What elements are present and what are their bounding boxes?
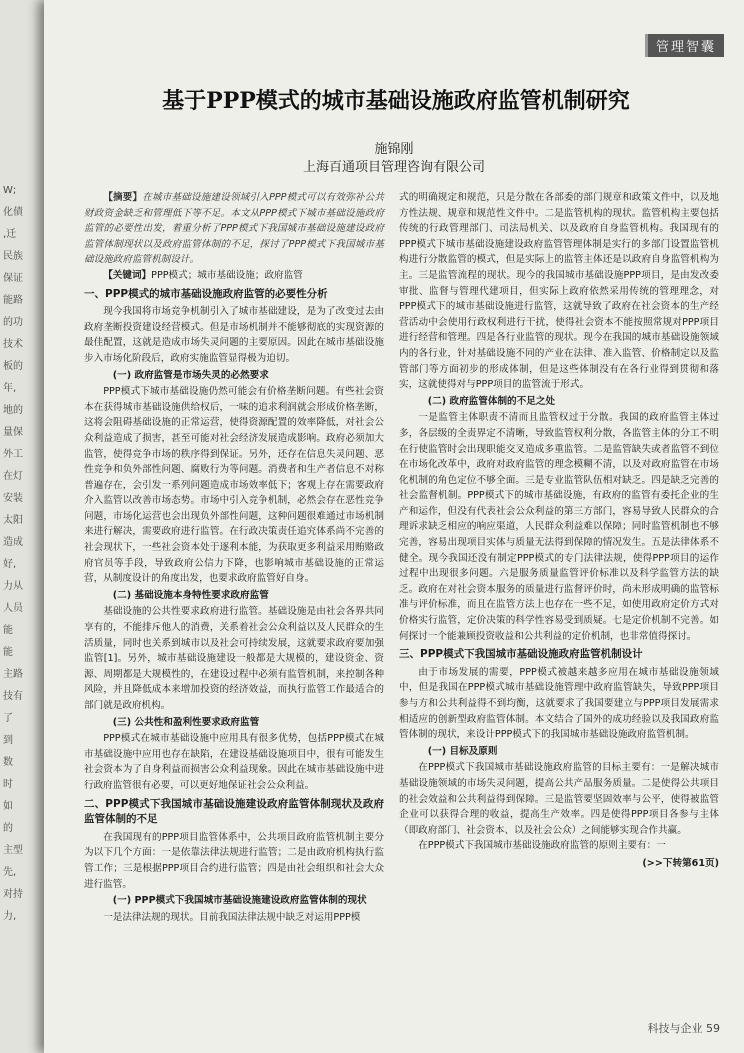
edge-text-fragment: 先, [3, 867, 17, 878]
right-column-body [399, 190, 719, 854]
subsection-heading: (一) PPP模式下我国城市基础设施建设政府监管体制的现状 [112, 895, 367, 907]
paragraph: 在PPP模式下我国城市基础设施政府监管的原则主要有：一 [418, 840, 666, 852]
edge-text-fragment: 能路 [3, 295, 23, 306]
edge-text-fragment: 造成 [3, 537, 23, 548]
edge-text-fragment: 好, [3, 559, 17, 570]
article-page [44, 0, 744, 1053]
keywords [84, 268, 384, 284]
edge-text-fragment: 能 [3, 647, 13, 658]
paragraph: 在PPP模式下我国城市基础设施政府监管的目标主要有：一是解决城市基础设施领域的市场失灵问题，提高公共产品服务质量。二是使得公共项目的社会效益和公共利益得到保障。三是监管要坚固效率与公平，使得被监管企业可以获得合理的收益，提高生产效率。四是使得PPP项目各参与主体（即政府部门、社会资本、以及社会公众）之间能够实现合作共赢。 [399, 762, 719, 836]
edge-text-fragment: 太阳 [3, 515, 23, 526]
edge-text-fragment: 人员 [3, 603, 23, 614]
edge-text-fragment: 地的 [3, 405, 23, 416]
edge-text-fragment: 民族 [3, 251, 23, 262]
edge-text-fragment: 力从 [3, 581, 23, 592]
edge-text-fragment: 主型 [3, 845, 23, 856]
paragraph: 一是法律法规的现状。目前我国法律法规中缺乏对运用PPP模 [103, 911, 361, 923]
edge-text-fragment: 了 [3, 713, 13, 724]
edge-text-fragment: 保证 [3, 273, 23, 284]
paragraph: 基础设施的公共性要求政府进行监管。基础设施是由社会各界共同享有的，不能排斥他人的消费，关系着社会公众利益以及人民群众的生活质量，同时也关系到城市以及社会可持续发展，这就要求政府要加强监管[1]。另外，城市基础设施建设一般都是大规模的，建设资金、资源、周期都是大规模性的，在建设过程中必须有监管机制，来控制各种风险，并且降低成本来增加投资的经济效益，而执行监管工作最适合的部门就是政府机构。 [84, 606, 384, 711]
paragraph: 在我国现有的PPP项目监管体系中，公共项目政府监管机制主要分为以下几个方面：一是依靠法律法规进行监管；二是由政府机构执行监管工作；三是根据PPP项目合约进行监管；四是由社会组织和社会大众进行监管。 [84, 831, 384, 890]
abstract-text: 在城市基础设施建设领域引入PPP模式可以有效弥补公共财政资金缺乏和管理低下等不足。本文从PPP模式下城市基础设施政府监管的必要性出发，着重分析了PPP模式下我国城市基础设施建设政府监管体制现状以及政府监管体制的不足，探讨了PPP模式下我国城市基础设施政府监管机制设计。 [84, 192, 384, 266]
affiliation: 上海百通项目管理咨询有限公司 [302, 160, 485, 175]
edge-text-fragment: 在灯 [3, 471, 23, 482]
edge-text-fragment: 对持 [3, 889, 23, 900]
keywords-text: PPP模式；城市基础设施；政府监管 [151, 269, 303, 281]
paragraph: 一是监管主体职责不清而且监管权过于分散。我国的政府监管主体过多，各层级的全责界定不清晰，导致监管权利分散，各监管主体的分工不明在行使监管时会出现职能交叉造成多重监管。二是监管缺失或者监管不到位在市场化改革中，政府对政府监管的理念模糊不清，以及对政府监管在市场化机制的角色定位不够全面。三是专业监管队伍相对缺乏。四是缺乏完善的社会监督机制。PPP模式下的城市基础设施，有政府的监管有委托企业的生产和运作，但没有代表社会公众利益的第三方部门，容易导致人民群众的合理诉求缺乏相应的响应渠道，人民群众利益难以保障；同时监管机制也不够完善，容易出现项目实体与质量无法得到保障的情况发生。五是法律体系不健全。现今我国还没有制定PPP模式的专门法律法规，使得PPP项目的运作过程中出现很多问题。六是服务质量监管评价标准以及科学监管方法的缺乏。政府在对社会资本服务的质量进行监督评价时，尚未形成明确的监管标准与评价标准，而且在监管方法上也存在一些不足，如使用政府定价方式对价格实行监管，定价决策的科学性容易受到质疑。七是定价机制不完善。如何探讨一个能兼顾投资收益和公共利益的定价机制，也非常值得探讨。 [399, 412, 719, 642]
edge-text-fragment: 的功 [3, 317, 23, 328]
subsection-heading: (二) 政府监管体制的不足之处 [427, 395, 556, 407]
adjacent-page-edge [0, 0, 44, 1053]
right-column [399, 190, 719, 872]
paragraph: 现今我国将市场竞争机制引入了城市基础建设，是为了改变过去由政府垄断投资建设经营模式。但是市场机制并不能够彻底的实现资源的最佳配置，这就是造成市场失灵问题的主要原因。因此在城市基础设施步入市场化阶段后，政府实施监管显得极为迫切。 [84, 306, 384, 364]
edge-text-fragment: 主路 [3, 669, 23, 680]
keywords-label: 【关键词】 [103, 269, 152, 281]
edge-text-fragment: 到 [3, 735, 13, 746]
author-name: 施锦刚 [374, 142, 414, 157]
edge-text-fragment: W; [3, 185, 17, 196]
edge-text-fragment: 技术 [3, 339, 23, 350]
section-heading: 二、PPP模式下我国城市基础设施建设政府监管体制现状及政府监管体制的不足 [84, 797, 384, 826]
edge-text-fragment: 安装 [3, 493, 23, 504]
article-title: 基于PPP模式的城市基础设施政府监管机制研究 [162, 88, 630, 114]
edge-text-fragment: 的 [3, 823, 13, 834]
edge-text-fragment: 外工 [3, 449, 23, 460]
abstract-label: 【摘要】 [103, 192, 143, 203]
section-badge: 管理智囊 [645, 34, 724, 57]
edge-text-fragment: 能 [3, 625, 13, 636]
paragraph: PPP模式下城市基础设施仍然可能会有价格垄断问题。有些社会资本在获得城市基础设施供给权后，一味的追求利润就会形成价格垄断，这将会阻碍基础设施的正常运营，使得资源配置的效率降低，对社会公众利益造成了损害，甚至可能对社会经济发展造成影响。政府必须加大监管，使得竞争市场的秩序得到保证。另外，还存在信息失灵问题、恶性竞争和负外部性问题、腐败行为等问题。消费者和生产者信息不对称普遍存在，会引发一系列问题造成市场效率低下；客观上存在需要政府介入监管以改善市场态势。市场中引入竞争机制，必然会存在恶性竞争问题，市场化运营也会出现负外部性问题，这种问题很难通过市场机制来进行解决，需要政府进行监管。在行政决策责任追究体系尚不完善的社会现状下，一些社会资本处于逐利本能，为获取更多利益采用贿赂政府官员等手段，导致政府公信力下降，也影响城市基础设施的正常运营，从制度设计的角度出发，也要求政府监管好自身。 [84, 386, 384, 585]
edge-text-fragment: 力, [3, 911, 17, 922]
edge-text-fragment: 化債 [3, 207, 23, 218]
paragraph: PPP模式在城市基础设施中应用具有很多优势，包括PPP模式在城市基础设施中应用也存在缺陷，在建设基础设施项目中，很有可能发生社会资本为了自身利益而损害公众利益现象。因此在城市基础设施中进行政府监管很有必要，可以更好地保证社会公众利益。 [84, 733, 384, 791]
subsection-heading: (三) 公共性和盈利性要求政府监管 [112, 716, 260, 728]
edge-text-fragment: 板的 [3, 361, 23, 372]
left-column [84, 190, 384, 925]
edge-text-fragment: ,迁 [3, 229, 17, 240]
section-heading: 三、PPP模式下我国城市基础设施政府监管机制设计 [399, 648, 643, 661]
paragraph: 由于市场发展的需要，PPP模式被越来越多应用在城市基础设施领域中，但是我国在PPP模式城市基础设施管理中政府监管缺失，导致PPP项目参与方和公共利益得不到均衡，这就要求了我国要建立与PPP项目发展需求相适应的创新型政府监管体制。本文结合了国外的成功经验以及我国政府监管体制的现状，来设计PPP模式下的我国城市基础设施政府监管机制。 [399, 666, 719, 741]
page-footer: 科技与企业 59 [647, 1022, 720, 1035]
edge-text-fragment: 年, [3, 383, 17, 394]
subsection-heading: (二) 基础设施本身特性要求政府监管 [112, 589, 269, 601]
paragraph: 式的明确规定和规范，只是分散在各部委的部门规章和政策文件中，以及地方性法规、规章和规范性文件中。二是监管机构的现状。监管机构主要包括传统的行政管理部门、司法局机关、以及政府自身监管机构。我国现有的PPP模式下城市基础设施建设政府监管管理体制是实行的多部门设置监管机构进行分散监管的模式，但是实际上的监管主体还是以政府自身监管机构为主。三是监管流程的现状。现今的我国城市基础设施PPP项目，是由发改委审批、监督与管理代建项目，但实际上政府依然采用传统的管理理念，对PPP模式下的城市基础设施进行监管，这就导致了政府在社会资本的生产经营活动中会使用行政权利进行干扰，使得社会资本不能按照常规对PPP项目进行经营和管理。四是各行业监管的现状。现今在我国的城市基础设施领域内的各行业，针对基础设施不同的产业在法律、准入监管、价格制定以及监管部门等方面初步的形成体制，但是这些体制没有在各行业得到贯彻和落实，这就使得对与PPP项目的监管流于形式。 [399, 192, 719, 391]
subsection-heading: (一) 目标及原则 [427, 745, 498, 757]
edge-text-fragment: 时 [3, 779, 13, 790]
continuation-note: (>>下转第61页) [642, 857, 719, 869]
edge-text-fragment: 技有 [3, 691, 23, 702]
section-heading: 一、PPP模式的城市基础设施政府监管的必要性分析 [84, 287, 328, 300]
edge-text-fragment: 如 [3, 801, 13, 812]
edge-text-fragment: 量保 [3, 427, 23, 438]
subsection-heading: (一) 政府监管是市场失灵的必然要求 [112, 369, 269, 381]
abstract [84, 190, 384, 268]
left-column-body [84, 287, 384, 926]
edge-text-fragment: 数 [3, 757, 13, 768]
